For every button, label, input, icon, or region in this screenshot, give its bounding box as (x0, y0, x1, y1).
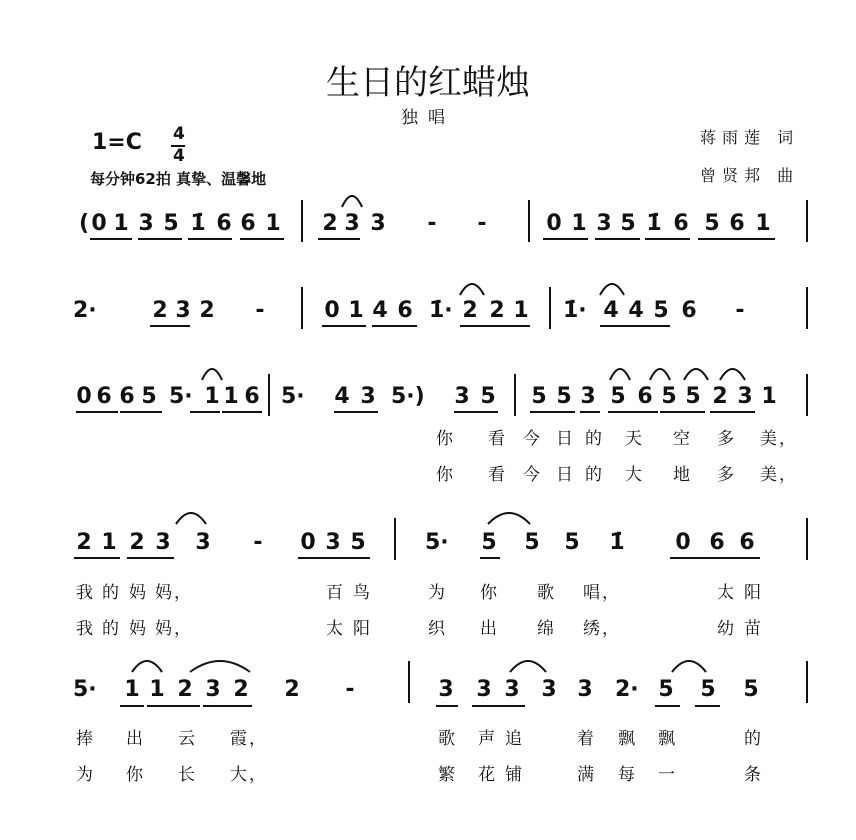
note: 3 (370, 211, 386, 236)
note: - (255, 298, 265, 323)
tempo-marking: 每分钟62拍 真挚、温馨地 (90, 170, 267, 188)
note: 2 (177, 677, 193, 702)
lyric-syllable: 看 (488, 429, 507, 449)
beam-underline (660, 411, 705, 413)
note: ( (78, 211, 90, 236)
note: 1 (101, 530, 117, 555)
note: 3 (155, 530, 171, 555)
note: 1 (761, 384, 777, 409)
note: 2 (233, 677, 249, 702)
beam-underline (580, 411, 600, 413)
note: 1 (513, 298, 529, 323)
bar-line (301, 287, 303, 329)
note: 5 (743, 677, 759, 702)
note: 1 (149, 677, 165, 702)
lyric-syllable: 太 (326, 619, 345, 639)
note: 1 (265, 211, 281, 236)
bar-line (806, 287, 808, 329)
slur (176, 513, 206, 524)
note: 3 (596, 211, 612, 236)
beam-underline (480, 557, 500, 559)
note: 1 (204, 384, 220, 409)
bar-line (514, 374, 516, 416)
note: 5 (620, 211, 636, 236)
slur (672, 661, 706, 672)
lyric-syllable: 云 (178, 729, 197, 749)
lyric-syllable: 阳 (744, 583, 763, 603)
beam-underline (190, 411, 220, 413)
note: 5 (685, 384, 701, 409)
lyric-syllable: 你 (480, 583, 499, 603)
lyric-syllable: 满 (577, 765, 596, 785)
note: - (345, 677, 355, 702)
note: 0 (76, 384, 92, 409)
lyric-syllable: 的 (585, 429, 604, 449)
lyric-syllable: 长 (178, 765, 197, 785)
bar-line (549, 287, 551, 329)
note: 6 (637, 384, 653, 409)
note: 5 (350, 530, 366, 555)
note: 5· (281, 384, 305, 409)
note: 2 (152, 298, 168, 323)
slur (460, 284, 484, 295)
note: 2 (322, 211, 338, 236)
note: 3 (325, 530, 341, 555)
note: 2· (73, 298, 97, 323)
note: 1 (571, 211, 587, 236)
lyric-syllable: 条 (744, 765, 763, 785)
note: 5 (658, 677, 674, 702)
note: 0 (300, 530, 316, 555)
lyric-syllable: 捧 (76, 729, 95, 749)
lyric-syllable: 绣， (583, 619, 621, 639)
lyric-syllable: 歌 (438, 729, 457, 749)
lyric-syllable: 为 (76, 765, 95, 785)
beam-underline (74, 557, 120, 559)
slur (132, 661, 162, 672)
note: 3 (541, 677, 557, 702)
lyric-syllable: 一 (658, 765, 677, 785)
beam-underline (472, 705, 525, 707)
bar-line (528, 200, 530, 242)
time-signature-top: 4 (173, 124, 185, 144)
lyric-syllable: 地 (673, 465, 692, 485)
note: 5 (163, 211, 179, 236)
note: 5· (169, 384, 193, 409)
note: 3 (454, 384, 470, 409)
lyric-syllable: 妈， (155, 619, 193, 639)
lyric-syllable: 为 (428, 583, 447, 603)
beam-underline (240, 238, 284, 240)
lyric-syllable: 唱， (583, 583, 621, 603)
lyric-syllable: 妈 (129, 583, 148, 603)
note: 1̇· (563, 298, 587, 323)
note: 3 (737, 384, 753, 409)
note: 6 (96, 384, 112, 409)
note: 2· (615, 677, 639, 702)
slur (720, 369, 745, 380)
note: 5 (556, 384, 572, 409)
note: 5· (425, 530, 449, 555)
note: - (427, 211, 437, 236)
note: 4 (372, 298, 388, 323)
lyric-syllable: 看 (488, 465, 507, 485)
note: 5 (700, 677, 716, 702)
slur (342, 196, 362, 207)
lyric-syllable: 大， (230, 765, 268, 785)
beam-underline (318, 238, 360, 240)
beam-underline (725, 238, 775, 240)
song-subtitle: 独唱 (401, 108, 455, 128)
lyric-syllable: 日 (556, 465, 575, 485)
note: 5 (141, 384, 157, 409)
note: 1̇ (609, 530, 625, 555)
note: 3 (138, 211, 154, 236)
note: 5 (661, 384, 677, 409)
beam-underline (710, 411, 755, 413)
lyric-syllable: 我 (76, 619, 95, 639)
lyric-syllable: 美， (760, 429, 798, 449)
slur (190, 661, 250, 672)
lyric-syllable: 妈 (129, 619, 148, 639)
lyric-syllable: 飘 (658, 729, 677, 749)
lyric-syllable: 出 (126, 729, 145, 749)
beam-underline (645, 238, 690, 240)
beam-underline (147, 705, 200, 707)
lyric-syllable: 今 (523, 429, 542, 449)
song-title: 生日的红蜡烛 (326, 63, 530, 103)
note: 6 (240, 211, 256, 236)
note: 3 (205, 677, 221, 702)
note: 5·) (391, 384, 425, 409)
composer-credit: 曾贤邦 曲 (700, 166, 800, 185)
beam-underline (670, 557, 760, 559)
note: - (253, 530, 263, 555)
slur (684, 369, 708, 380)
note: 2 (489, 298, 505, 323)
note: 3 (175, 298, 191, 323)
lyric-syllable: 花 (478, 765, 497, 785)
note: 6 (681, 298, 697, 323)
beam-underline (436, 705, 458, 707)
lyric-syllable: 多 (717, 429, 736, 449)
lyric-syllable: 百 (326, 583, 345, 603)
lyric-syllable: 飘 (618, 729, 637, 749)
slur (600, 284, 624, 295)
bar-line (806, 200, 808, 242)
lyric-syllable: 你 (436, 465, 455, 485)
note: 1 (113, 211, 129, 236)
lyric-syllable: 铺 (505, 765, 524, 785)
note: 3 (476, 677, 492, 702)
bar-line (301, 200, 303, 242)
note: 1 (124, 677, 140, 702)
beam-underline (543, 238, 588, 240)
beam-underline (222, 411, 262, 413)
note: 6 (729, 211, 745, 236)
beam-underline (695, 705, 720, 707)
note: 3 (504, 677, 520, 702)
beam-underline (595, 238, 640, 240)
note: 2 (76, 530, 92, 555)
note: 0 (324, 298, 340, 323)
note: 4 (603, 298, 619, 323)
lyric-syllable: 霞， (230, 729, 268, 749)
note: 4 (628, 298, 644, 323)
lyric-syllable: 每 (618, 765, 637, 785)
beam-underline (120, 705, 144, 707)
beam-underline (76, 411, 118, 413)
lyric-syllable: 追 (505, 729, 524, 749)
bar-line (394, 518, 396, 560)
slur (510, 661, 546, 672)
lyric-syllable: 天 (625, 429, 644, 449)
bar-line (806, 661, 808, 703)
lyric-syllable: 你 (126, 765, 145, 785)
note: 1̇ (646, 211, 662, 236)
note: - (735, 298, 745, 323)
note: 2 (462, 298, 478, 323)
slur (488, 513, 530, 524)
lyric-syllable: 我 (76, 583, 95, 603)
lyric-syllable: 美， (760, 465, 798, 485)
note: 3 (360, 384, 376, 409)
note: 2 (129, 530, 145, 555)
beam-underline (138, 238, 182, 240)
lyric-syllable: 阳 (353, 619, 372, 639)
lyric-syllable: 幼 (717, 619, 736, 639)
time-signature-bottom: 4 (173, 146, 185, 166)
lyric-syllable: 太 (717, 583, 736, 603)
slur (202, 369, 222, 380)
note: 4 (334, 384, 350, 409)
lyric-syllable: 绵 (537, 619, 556, 639)
note: 1 (348, 298, 364, 323)
note: 6 (709, 530, 725, 555)
lyric-syllable: 今 (523, 465, 542, 485)
beam-underline (203, 705, 252, 707)
note: - (477, 211, 487, 236)
lyricist-credit: 蒋雨莲 词 (700, 128, 800, 147)
beam-underline (150, 325, 190, 327)
note: 5 (704, 211, 720, 236)
note: 5 (524, 530, 540, 555)
beam-underline (454, 411, 498, 413)
beam-underline (626, 325, 670, 327)
note: 2 (284, 677, 300, 702)
beam-underline (90, 238, 132, 240)
beam-underline (322, 325, 366, 327)
key-signature: 1=C (92, 130, 142, 155)
note: 3 (438, 677, 454, 702)
lyric-syllable: 声 (478, 729, 497, 749)
lyric-syllable: 的 (102, 583, 121, 603)
beam-underline (334, 411, 378, 413)
beam-underline (655, 705, 680, 707)
note: 0 (546, 211, 562, 236)
lyric-syllable: 着 (577, 729, 596, 749)
note: 6 (244, 384, 260, 409)
lyric-syllable: 多 (717, 465, 736, 485)
note: 5 (481, 530, 497, 555)
note: 5 (564, 530, 580, 555)
lyric-syllable: 大 (625, 465, 644, 485)
beam-underline (127, 557, 174, 559)
beam-underline (120, 411, 162, 413)
bar-line (408, 661, 410, 703)
lyric-syllable: 日 (556, 429, 575, 449)
slur (610, 369, 630, 380)
beam-underline (298, 557, 370, 559)
note: 3 (344, 211, 360, 236)
note: 5 (653, 298, 669, 323)
note: 3 (195, 530, 211, 555)
lyric-syllable: 你 (436, 429, 455, 449)
beam-underline (530, 411, 575, 413)
note: 5· (73, 677, 97, 702)
beam-underline (372, 325, 417, 327)
note: 3 (580, 384, 596, 409)
slur (650, 369, 670, 380)
lyric-syllable: 苗 (744, 619, 763, 639)
lyric-syllable: 的 (585, 465, 604, 485)
beam-underline (484, 325, 530, 327)
note: 6 (397, 298, 413, 323)
note: 2 (199, 298, 215, 323)
note: 6 (673, 211, 689, 236)
note: 5 (480, 384, 496, 409)
lyric-syllable: 鸟 (353, 583, 372, 603)
note: 2 (712, 384, 728, 409)
note: 1̇ (190, 211, 206, 236)
lyric-syllable: 空 (673, 429, 692, 449)
beam-underline (608, 411, 658, 413)
bar-line (806, 374, 808, 416)
lyric-syllable: 的 (744, 729, 763, 749)
note: 5 (531, 384, 547, 409)
note: 1 (755, 211, 771, 236)
note: 5 (610, 384, 626, 409)
beam-underline (188, 238, 232, 240)
note: 6 (119, 384, 135, 409)
note: 0 (675, 530, 691, 555)
lyric-syllable: 织 (428, 619, 447, 639)
bar-line (806, 518, 808, 560)
lyric-syllable: 妈， (155, 583, 193, 603)
lyric-syllable: 出 (480, 619, 499, 639)
lyric-syllable: 繁 (438, 765, 457, 785)
note: 3 (577, 677, 593, 702)
lyric-syllable: 的 (102, 619, 121, 639)
note: 1̇· (429, 298, 453, 323)
note: 0 (91, 211, 107, 236)
note: 6 (739, 530, 755, 555)
lyric-syllable: 歌 (537, 583, 556, 603)
bar-line (268, 374, 270, 416)
note: 1 (223, 384, 239, 409)
note: 6 (216, 211, 232, 236)
